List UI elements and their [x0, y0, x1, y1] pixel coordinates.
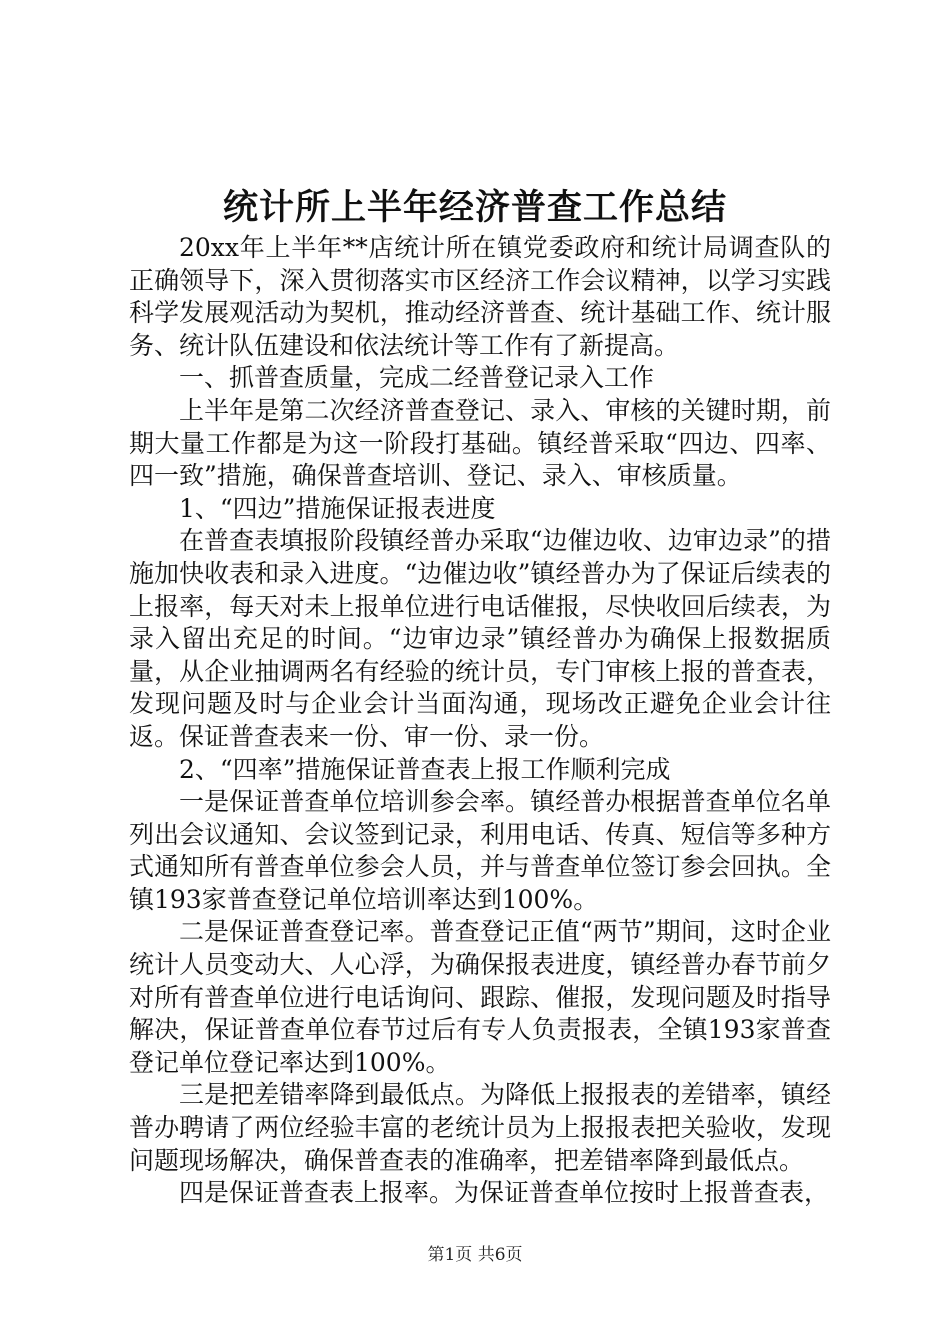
subsection-heading-1: 1、“四边”措施保证报表进度 — [179, 493, 496, 523]
paragraph: 一是保证普查单位培训参会率。镇经普办根据普查单位名单列出会议通知、会议签到记录，利用电话、传真、短信等多种方式通知所有普查单位参会人员，并与普查单位签订参会回执。全镇193家普查登记单位培训率达到100%。 — [129, 787, 831, 914]
paragraph: 二是保证普查登记率。普查登记正值“两节”期间，这时企业统计人员变动大、人心浮，为确保报表进度，镇经普办春节前夕对所有普查单位进行电话询问、跟踪、催报，发现问题及时指导解决，保证普查单位春节过后有专人负责报表，全镇193家普查登记单位登记率达到100%。 — [129, 917, 831, 1077]
paragraph: 在普查表填报阶段镇经普办采取“边催边收、边审边录”的措施加快收表和录入进度。“边催边收”镇经普办为了保证后续表的上报率，每天对未上报单位进行电话催报，尽快收回后续表，为录入留出充足的时间。“边审边录”镇经普办为确保上报数据质量，从企业抽调两名有经验的统计员，专门审核上报的普查表，发现问题及时与企业会计当面沟通，现场改正避免企业会计往返。保证普查表来一份、审一份、录一份。 — [129, 526, 831, 751]
document-body — [129, 232, 831, 1210]
document-title: 统计所上半年经济普查工作总结 — [222, 188, 727, 228]
paragraph: 四是保证普查表上报率。为保证普查单位按时上报普查表， — [179, 1178, 830, 1208]
subsection-heading-2: 2、“四率”措施保证普查表上报工作顺利完成 — [179, 754, 671, 784]
section-heading-1: 一、抓普查质量，完成二经普登记录入工作 — [179, 363, 655, 393]
paragraph: 上半年是第二次经济普查登记、录入、审核的关键时期，前期大量工作都是为这一阶段打基础。镇经普采取“四边、四率、四一致”措施，确保普查培训、登记、录入、审核质量。 — [129, 395, 831, 491]
paragraph: 三是把差错率降到最低点。为降低上报报表的差错率，镇经普办聘请了两位经验丰富的老统计员为上报报表把关验收，发现问题现场解决，确保普查表的准确率，把差错率降到最低点。 — [129, 1080, 831, 1175]
paragraph-intro: 20xx年上半年**店统计所在镇党委政府和统计局调查队的正确领导下，深入贯彻落实市区经济工作会议精神，以学习实践科学发展观活动为契机，推动经济普查、统计基础工作、统计服务、统计队伍建设和依法统计等工作有了新提高。 — [129, 233, 831, 360]
page-footer: 第1页 共6页 — [427, 1245, 523, 1265]
